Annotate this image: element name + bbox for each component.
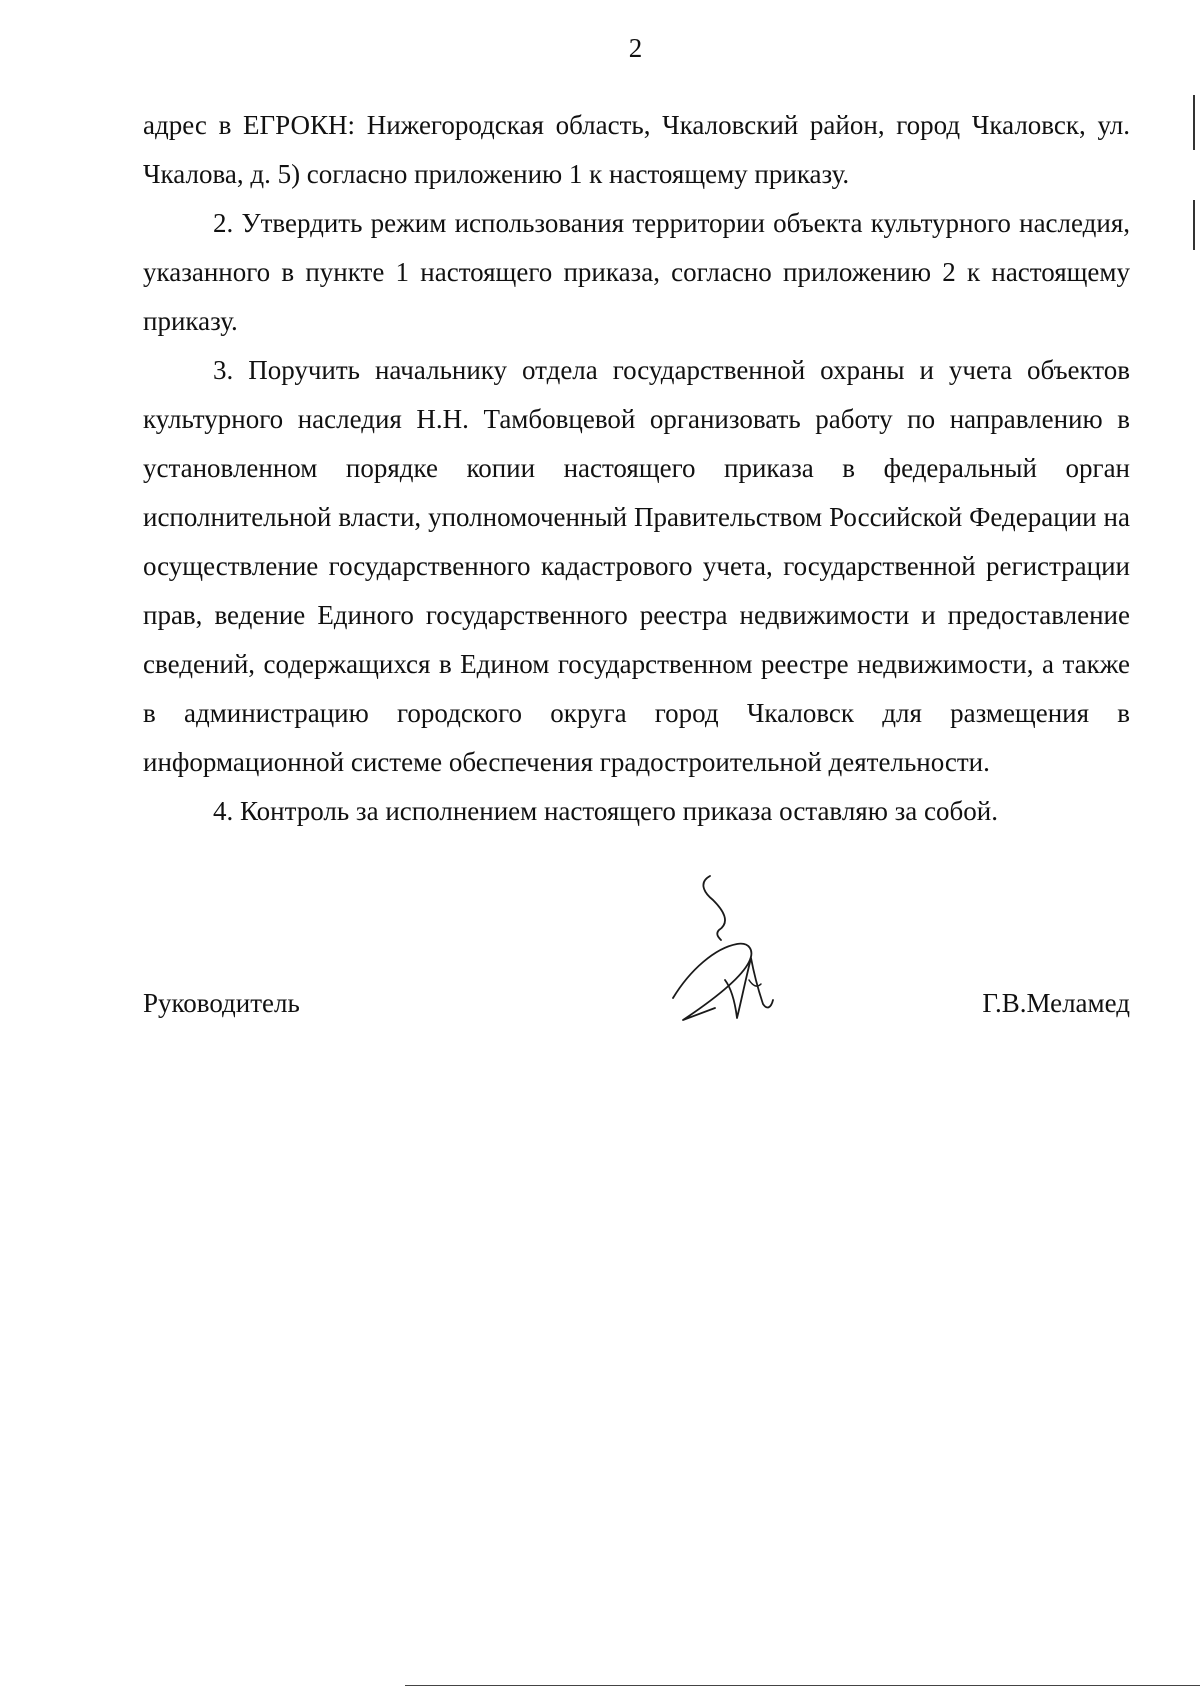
paragraph-1-continuation: адрес в ЕГРОКН: Нижегородская область, Чкаловский район, город Чкаловск, ул. Чкалова, д. 5) согласно приложению 1 к настоящему приказу. [143,110,1130,189]
scan-edge-mark [1193,95,1195,150]
paragraph-2: 2. Утвердить режим использования территории объекта культурного наследия, указанного в пункте 1 настоящего приказа, согласно приложению 2 к настоящему приказу. [143,208,1130,336]
signature-block [143,985,1130,1025]
page-number: 2 [628,33,643,63]
document-body [143,101,1130,836]
signatory-name: Г.В.Меламед [982,988,1130,1018]
scan-edge-mark [1193,200,1195,250]
paragraph-4: 4. Контроль за исполнением настоящего приказа оставляю за собой. [213,796,998,826]
scan-bottom-line [405,1685,1200,1686]
signatory-title: Руководитель [143,988,300,1018]
paragraph-3: 3. Поручить начальнику отдела государственной охраны и учета объектов культурного наследия Н.Н. Тамбовцевой организовать работу по направлению в установленном порядке копии настоящего приказа в федеральный орган исполнительной власти, уполномоченный Правительством Российской Федерации на осуществление государственного кадастрового учета, государственной регистрации прав, ведение Единого государственного реестра недвижимости и предоставление сведений, содержащихся в Едином государственном реестре недвижимости, а также в администрацию городского округа город Чкаловск для размещения в информационной системе обеспечения градостроительной деятельности. [143,355,1130,777]
